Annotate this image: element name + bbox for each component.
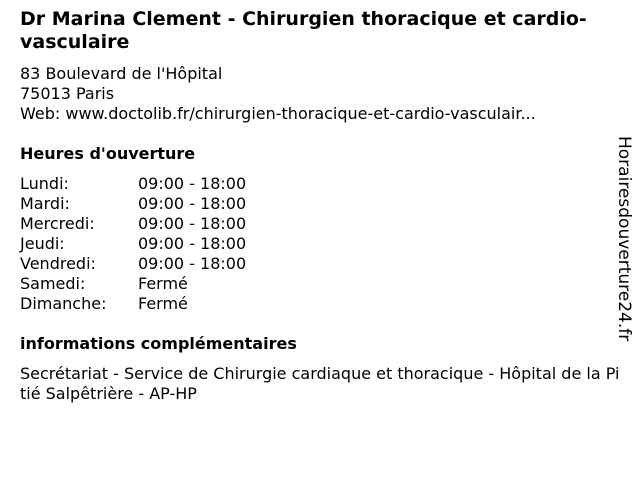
additional-info-heading: informations complémentaires xyxy=(20,334,297,353)
day-hours: Fermé xyxy=(138,274,188,293)
hours-row-sunday xyxy=(20,294,620,314)
day-label: Jeudi: xyxy=(20,234,65,253)
day-label: Vendredi: xyxy=(20,254,96,273)
day-hours: Fermé xyxy=(138,294,188,313)
address-city: 75013 Paris xyxy=(20,84,115,103)
business-card xyxy=(20,8,620,404)
day-hours: 09:00 - 18:00 xyxy=(138,174,247,193)
hours-row-monday xyxy=(20,174,620,194)
day-label: Samedi: xyxy=(20,274,86,293)
hours-row-thursday xyxy=(20,234,620,254)
hours-row-friday xyxy=(20,254,620,274)
day-label: Mardi: xyxy=(20,194,70,213)
day-label: Mercredi: xyxy=(20,214,95,233)
day-hours: 09:00 - 18:00 xyxy=(138,234,247,253)
day-hours: 09:00 - 18:00 xyxy=(138,214,247,233)
day-label: Lundi: xyxy=(20,174,69,193)
hours-row-wednesday xyxy=(20,214,620,234)
day-hours: 09:00 - 18:00 xyxy=(138,194,247,213)
opening-hours-heading: Heures d'ouverture xyxy=(20,144,196,163)
website-link[interactable]: Web: www.doctolib.fr/chirurgien-thoracique-et-cardio-vasculair... xyxy=(20,104,536,123)
additional-info-text: Secrétariat - Service de Chirurgie cardiaque et thoracique - Hôpital de la Pitié Salpêtrière - AP-HP xyxy=(20,364,620,403)
page-title: Dr Marina Clement - Chirurgien thoracique et cardio-vasculaire xyxy=(20,8,587,53)
address-street: 83 Boulevard de l'Hôpital xyxy=(20,64,223,83)
opening-hours-list xyxy=(20,174,620,314)
site-watermark: Horairesdouverture24.fr xyxy=(614,136,634,342)
day-label: Dimanche: xyxy=(20,294,107,313)
hours-row-saturday xyxy=(20,274,620,294)
address-block xyxy=(20,64,620,124)
day-hours: 09:00 - 18:00 xyxy=(138,254,247,273)
hours-row-tuesday xyxy=(20,194,620,214)
